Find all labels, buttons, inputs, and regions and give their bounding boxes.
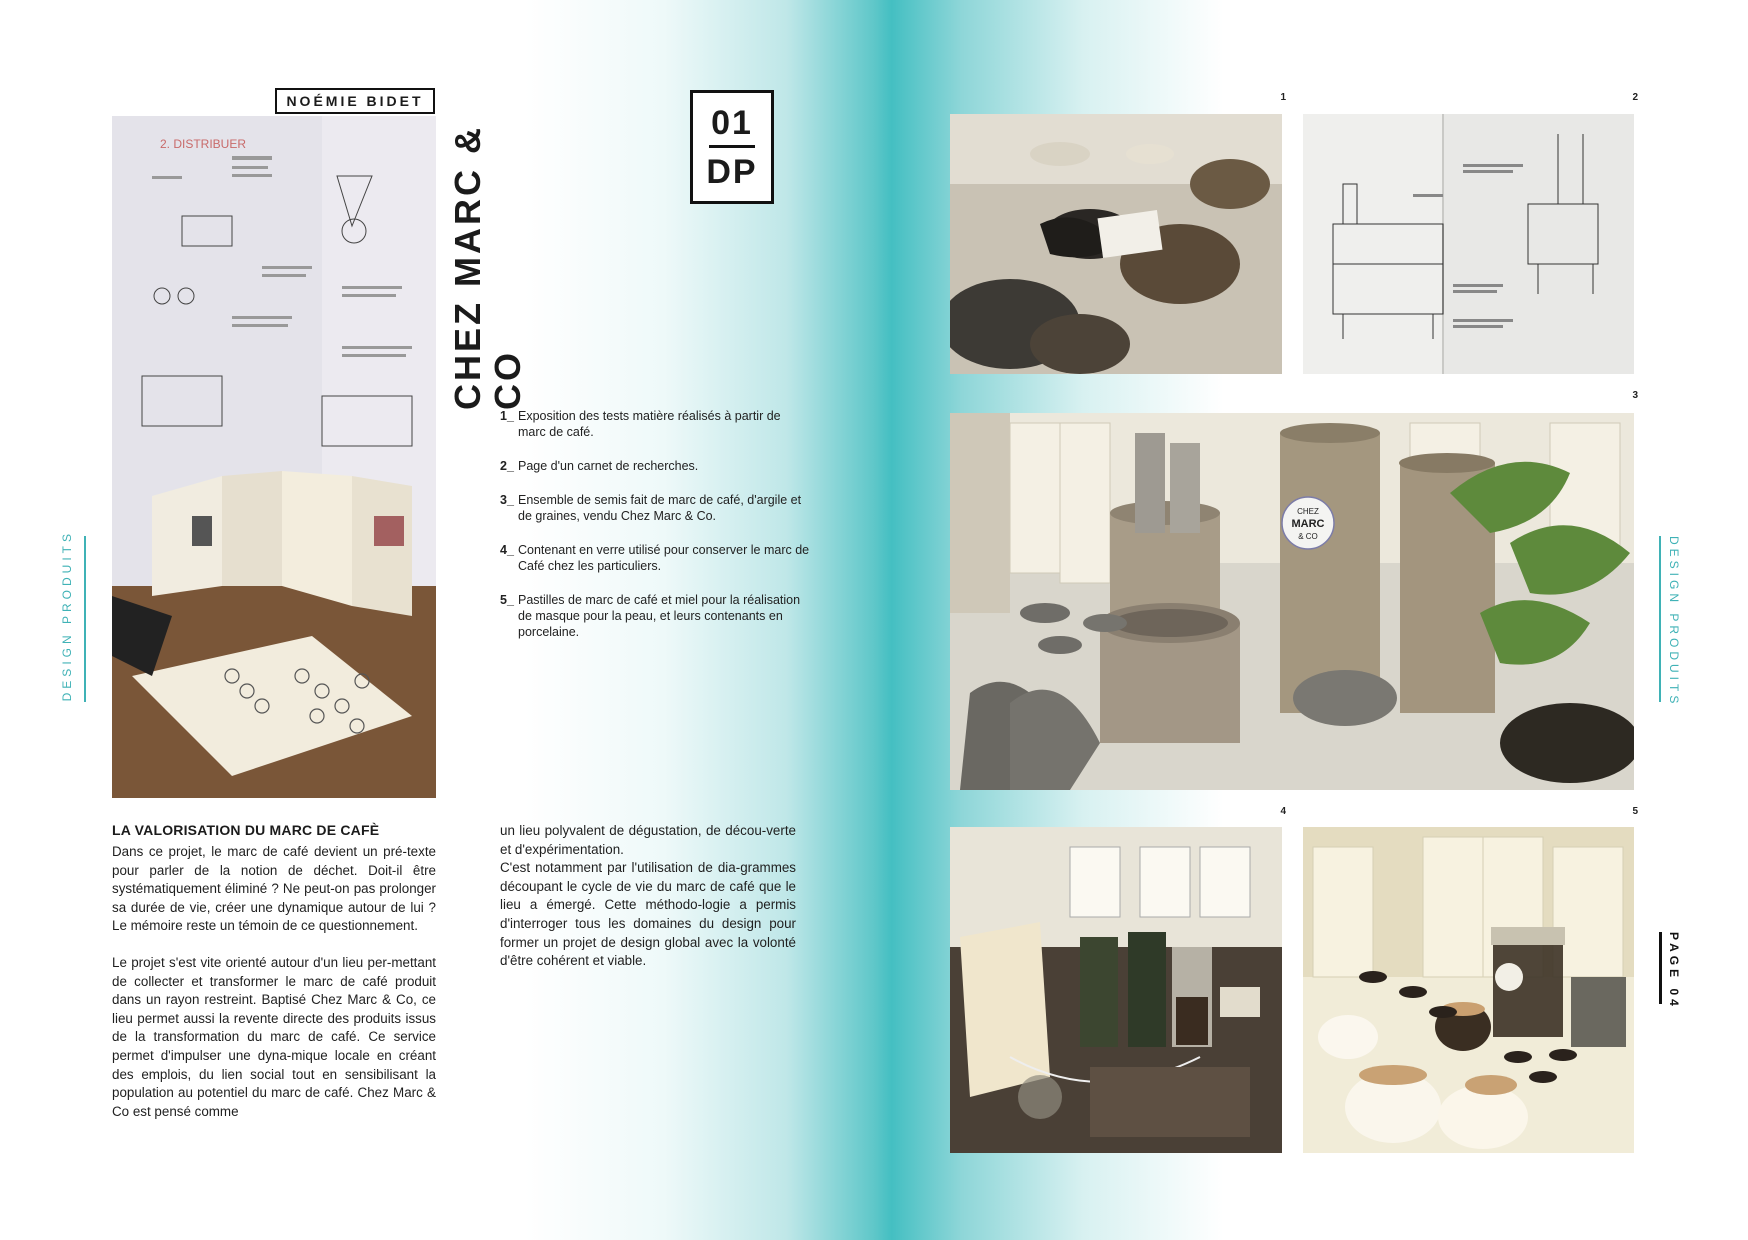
photo-seedling-set bbox=[950, 413, 1634, 790]
photo-number: 2 bbox=[1632, 92, 1638, 103]
photo-coffee-honey-masks bbox=[1303, 827, 1634, 1153]
caption-5 bbox=[500, 592, 810, 640]
article-paragraph: Dans ce projet, le marc de café devient un pré-texte pour parler de la notion de déchet. Doit-il être systématiquement éliminé ? Ne peut-on pas prolonger sa durée de vie, créer une dynamique autour de lui ? Le mémoire reste un témoin de ce questionnement. bbox=[112, 844, 436, 934]
section-code-divider bbox=[709, 145, 755, 148]
article-paragraph: un lieu polyvalent de dégustation, de décou-verte et d'expérimentation. bbox=[500, 823, 796, 857]
poster-heading: 2. DISTRIBUER bbox=[160, 137, 247, 151]
side-label-right: DESIGN PRODUITS bbox=[1667, 536, 1681, 708]
side-label-left: DESIGN PRODUITS bbox=[60, 530, 74, 702]
article-heading: LA VALORISATION DU MARC DE CAFÈ bbox=[112, 822, 380, 838]
project-title: CHEZ MARC & CO bbox=[447, 125, 528, 410]
article-paragraph: Le projet s'est vite orienté autour d'un lieu per-mettant de collecter et transformer le marc de café produit dans un rayon restreint. Baptisé Chez Marc & Co, ce lieu permet aussi la revente directe des produits issus de la transformation du marc de café. Ce service permet d'impulser une dyna-mique locale en créant des emplois, du lien social tout en sensibilisant la population au potentiel du marc de café. Chez Marc & Co est pensé comme bbox=[112, 954, 436, 1119]
exhibition-photo bbox=[112, 116, 436, 798]
photo-glass-containers bbox=[950, 827, 1282, 1153]
photo-coffee-material-tests bbox=[950, 114, 1282, 374]
co-label: & CO bbox=[1298, 532, 1318, 541]
caption-list bbox=[500, 408, 810, 658]
caption-text: Ensemble de semis fait de marc de café, d'argile et de graines, vendu Chez Marc & Co. bbox=[518, 493, 802, 523]
page-number-label: PAGE 04 bbox=[1667, 932, 1681, 1010]
side-rule-left bbox=[84, 536, 86, 702]
caption-number: 2_ bbox=[500, 459, 514, 473]
photo-number: 5 bbox=[1632, 806, 1638, 817]
article-column-2 bbox=[500, 822, 796, 989]
caption-text: Page d'un carnet de recherches. bbox=[518, 459, 699, 473]
caption-text: Pastilles de marc de café et miel pour la réalisation de masque pour la peau, et leurs contenants en porcelaine. bbox=[518, 593, 801, 639]
caption-number: 5_ bbox=[500, 593, 514, 607]
chez-label: CHEZ bbox=[1297, 507, 1319, 516]
marc-label: MARC bbox=[1291, 518, 1325, 530]
author-tag: NOÉMIE BIDET bbox=[275, 88, 435, 114]
caption-2 bbox=[500, 458, 810, 474]
section-code-badge bbox=[690, 90, 774, 204]
caption-text: Exposition des tests matière réalisés à partir de marc de café. bbox=[518, 409, 781, 439]
section-code-number: 01 bbox=[711, 104, 753, 142]
caption-4 bbox=[500, 542, 810, 574]
side-rule-right bbox=[1659, 536, 1661, 702]
caption-1 bbox=[500, 408, 810, 440]
caption-text: Contenant en verre utilisé pour conserver le marc de Café chez les particuliers. bbox=[518, 543, 810, 573]
caption-number: 4_ bbox=[500, 543, 514, 557]
photo-number: 4 bbox=[1280, 806, 1286, 817]
photo-number: 1 bbox=[1280, 92, 1286, 103]
page-number-rule bbox=[1659, 932, 1662, 1004]
caption-number: 1_ bbox=[500, 409, 514, 423]
article-paragraph: C'est notamment par l'utilisation de dia-grammes découpant le cycle de vie du marc de café que le lieu a émergé. Cette méthodo-logie a permis d'interroger tous les domaines du design pour former un projet de design global avec la volonté d'être cohérent et viable. bbox=[500, 860, 796, 969]
photo-number: 3 bbox=[1632, 390, 1638, 401]
section-code-letters: DP bbox=[706, 153, 758, 191]
photo-research-notebook bbox=[1303, 114, 1634, 374]
article-column-1 bbox=[112, 843, 436, 1139]
caption-3 bbox=[500, 492, 810, 524]
caption-number: 3_ bbox=[500, 493, 514, 507]
